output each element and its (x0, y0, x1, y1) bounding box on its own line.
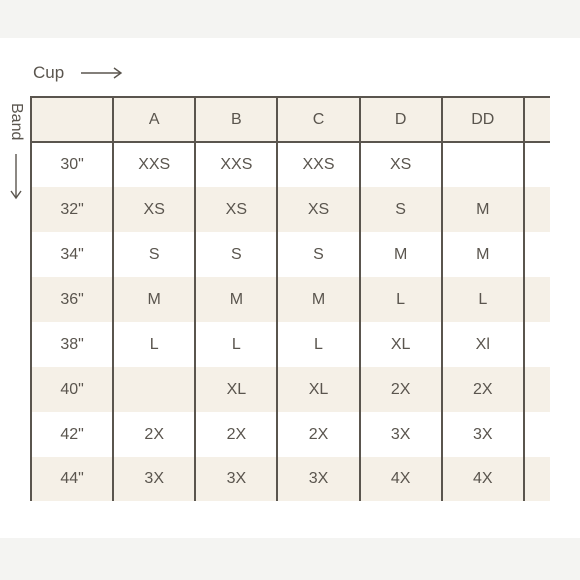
table-row (31, 367, 550, 412)
size-cell: L (195, 322, 277, 367)
size-cell: XS (360, 142, 442, 187)
band-size-cell: 34" (31, 232, 113, 277)
size-cell: S (360, 187, 442, 232)
size-cell: S (277, 232, 359, 277)
size-cell: M (360, 232, 442, 277)
table-row (31, 187, 550, 232)
size-cell: 2X (195, 412, 277, 457)
size-cell (524, 277, 550, 322)
size-cell: 2X (113, 412, 195, 457)
size-cell (524, 187, 550, 232)
size-cell: 4X (442, 457, 524, 501)
size-cell: L (277, 322, 359, 367)
header-cell-cup: C (277, 97, 359, 142)
size-cell: L (360, 277, 442, 322)
header-cell-cup: D (360, 97, 442, 142)
cup-axis-label: Cup (33, 63, 65, 82)
table-row (31, 457, 550, 501)
size-cell: XS (195, 187, 277, 232)
size-cell (113, 367, 195, 412)
size-cell: XXS (113, 142, 195, 187)
band-size-cell: 32" (31, 187, 113, 232)
size-cell (524, 232, 550, 277)
size-cell: L (113, 322, 195, 367)
size-cell: 3X (113, 457, 195, 501)
band-size-cell: 42" (31, 412, 113, 457)
size-cell: Xl (442, 322, 524, 367)
size-cell: XS (113, 187, 195, 232)
size-cell: L (442, 277, 524, 322)
size-cell: S (113, 232, 195, 277)
header-row (31, 97, 550, 142)
table-row (31, 277, 550, 322)
size-cell: 3X (360, 412, 442, 457)
band-size-cell: 36" (31, 277, 113, 322)
band-size-cell: 44" (31, 457, 113, 501)
size-cell: 2X (277, 412, 359, 457)
table-row (31, 412, 550, 457)
size-cell: M (113, 277, 195, 322)
table-body (31, 142, 550, 501)
size-cell (524, 367, 550, 412)
band-axis-label: Band (8, 103, 25, 141)
size-cell: XL (277, 367, 359, 412)
header-cell-cup: A (113, 97, 195, 142)
table-row (31, 322, 550, 367)
size-cell: 3X (442, 412, 524, 457)
table-row (31, 232, 550, 277)
band-size-cell: 30" (31, 142, 113, 187)
size-cell: S (195, 232, 277, 277)
header-cell-cup (524, 97, 550, 142)
down-arrow-icon (9, 153, 23, 201)
size-cell: 2X (360, 367, 442, 412)
size-cell: 2X (442, 367, 524, 412)
size-cell (442, 142, 524, 187)
size-table (30, 96, 550, 501)
size-cell (524, 412, 550, 457)
band-size-cell: 40" (31, 367, 113, 412)
size-cell: 4X (360, 457, 442, 501)
size-cell: XL (195, 367, 277, 412)
band-size-cell: 38" (31, 322, 113, 367)
header-cell-cup: B (195, 97, 277, 142)
size-cell: XXS (277, 142, 359, 187)
header-cell-cup: DD (442, 97, 524, 142)
size-cell (524, 142, 550, 187)
size-cell: XXS (195, 142, 277, 187)
right-arrow-icon (80, 64, 124, 82)
size-cell: 3X (195, 457, 277, 501)
size-table-container (30, 96, 550, 501)
size-cell (524, 457, 550, 501)
size-cell: XL (360, 322, 442, 367)
size-cell: M (442, 232, 524, 277)
size-cell (524, 322, 550, 367)
table-row (31, 142, 550, 187)
size-cell: 3X (277, 457, 359, 501)
size-cell: M (277, 277, 359, 322)
size-cell: M (442, 187, 524, 232)
size-cell: XS (277, 187, 359, 232)
header-corner-cell (31, 97, 113, 142)
size-cell: M (195, 277, 277, 322)
